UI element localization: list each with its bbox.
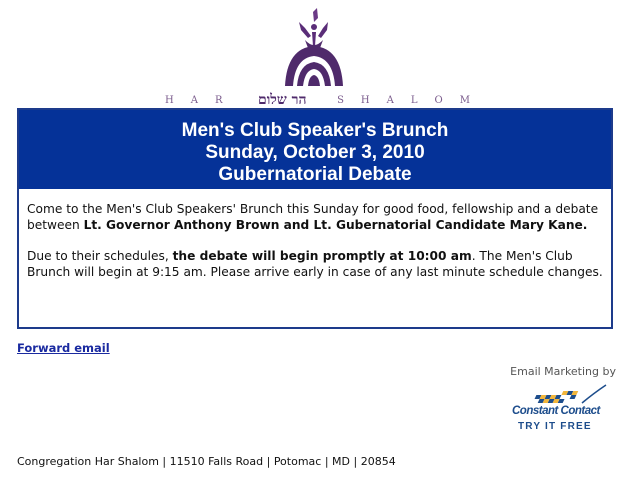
- logo-hebrew: הר שלום: [257, 92, 307, 108]
- logo-letter: L: [410, 95, 418, 106]
- har-shalom-logo[interactable]: [165, 6, 470, 106]
- logo-letter: S: [337, 95, 344, 106]
- logo-letter: H: [165, 95, 174, 106]
- logo-letter: R: [214, 95, 223, 106]
- forward-email-link[interactable]: Forward email: [17, 341, 110, 355]
- logo-letter: H: [360, 95, 370, 106]
- logo-letter: O: [434, 95, 443, 106]
- constant-contact-logo[interactable]: [512, 383, 612, 435]
- email-marketing-label: Email Marketing by: [510, 365, 616, 378]
- body-text: Come to the Men's Club Speakers' Brunch this Sunday for good food, fellowship and a debate between: [27, 202, 599, 232]
- body-text: . The Men's Club Brunch will begin at 9:15 am. Please arrive early in case of any last minute schedule changes.: [27, 249, 603, 279]
- try-it-free-text: TRY IT FREE: [518, 421, 592, 432]
- banner-subtitle: Gubernatorial Debate: [218, 164, 412, 185]
- constant-contact-checkers-icon: [512, 383, 612, 407]
- logo-letter: A: [190, 95, 198, 106]
- body-paragraph-1: [27, 201, 603, 233]
- logo-latin-left: [165, 95, 240, 106]
- announcement-body: [19, 189, 611, 280]
- logo-wordmark: [165, 92, 470, 109]
- announcement-banner: [19, 110, 611, 189]
- logo-letter: M: [459, 95, 470, 106]
- logo-letter: A: [386, 95, 394, 106]
- body-bold-text: Lt. Governor Anthony Brown and Lt. Gubernatorial Candidate Mary Kane.: [83, 218, 588, 232]
- banner-date: Sunday, October 3, 2010: [205, 142, 425, 163]
- body-bold-text: the debate will begin promptly at 10:00 am: [172, 249, 472, 263]
- har-shalom-emblem-icon: [235, 6, 395, 94]
- constant-contact-brand: Constant Contact: [512, 405, 600, 417]
- banner-title: Men's Club Speaker's Brunch: [181, 120, 449, 141]
- announcement-box: [17, 108, 613, 329]
- body-text: Due to their schedules,: [27, 249, 173, 263]
- body-paragraph-2: [27, 248, 603, 280]
- footer-address: Congregation Har Shalom | 11510 Falls Road | Potomac | MD | 20854: [17, 455, 396, 468]
- logo-latin-right: [337, 95, 470, 106]
